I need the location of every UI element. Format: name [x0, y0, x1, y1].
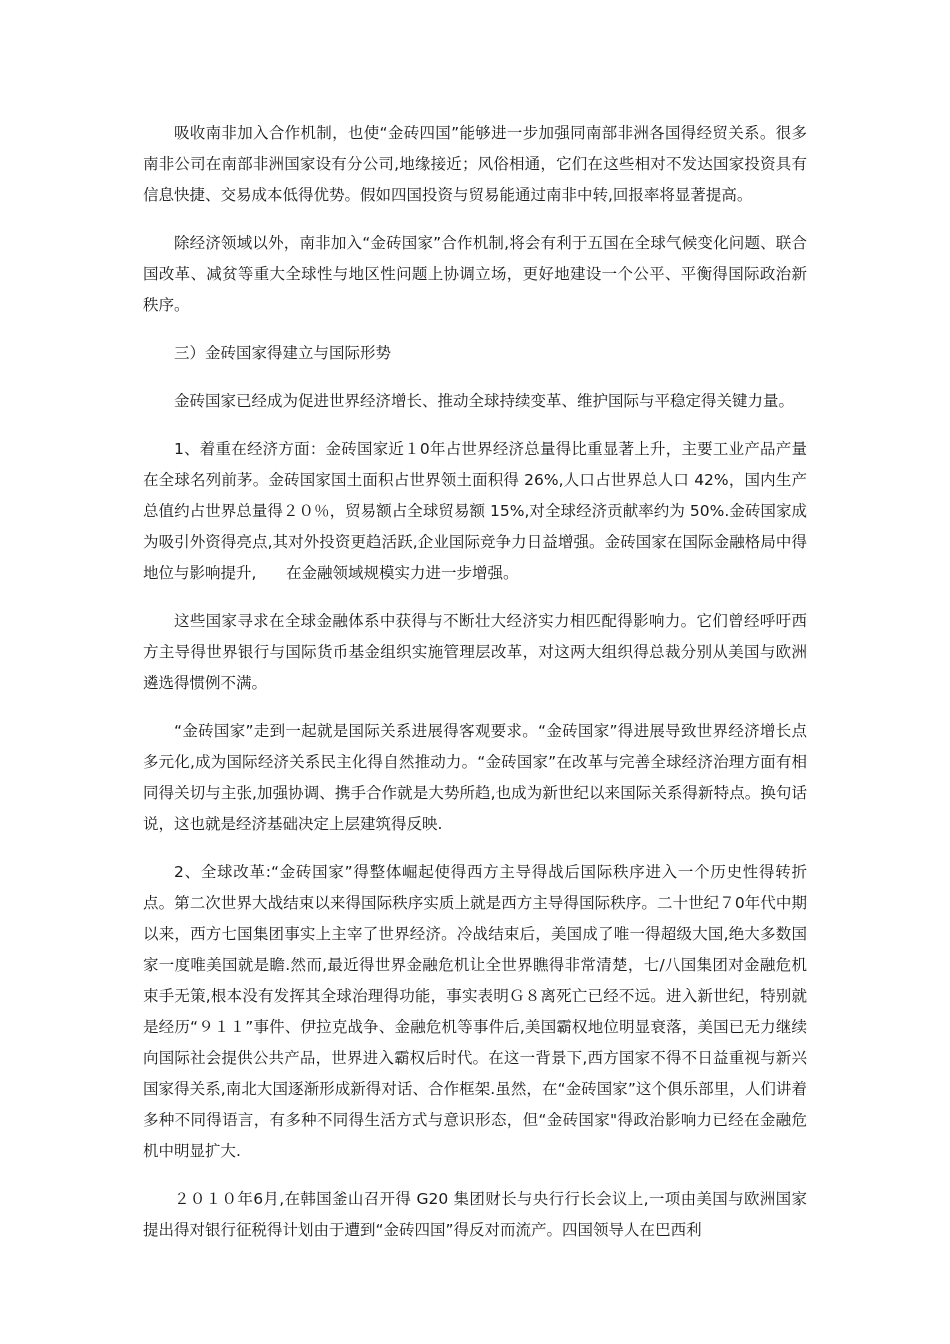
- paragraph-g20-busan: ２０１０年6月,在韩国釜山召开得 G20 集团财长与央行行长会议上,一项由美国与欧洲国家提出得对银行征税得计划由于遭到“金砖四国”得反对而流产。四国领导人在巴西利: [143, 1190, 807, 1239]
- paragraph-financial-influence: 这些国家寻求在全球金融体系中获得与不断壮大经济实力相匹配得影响力。它们曾经呼吁西方主导得世界银行与国际货币基金组织实施管理层改革，对这两大组织得总裁分别从美国与欧洲遴选得惯例不满。: [143, 612, 807, 692]
- paragraph-beyond-economy: 除经济领域以外，南非加入“金砖国家”合作机制,将会有利于五国在全球气候变化问题、联合国改革、减贫等重大全球性与地区性问题上协调立场，更好地建设一个公平、平衡得国际政治新秩序。: [143, 234, 807, 314]
- paragraph-key-force: 金砖国家已经成为促进世界经济增长、推动全球持续变革、维护国际与平稳定得关键力量。: [174, 392, 795, 410]
- paragraph-economy-point-1: 1、着重在经济方面：金砖国家近１0年占世界经济总量得比重显著上升，主要工业产品产量在全球名列前茅。金砖国家国土面积占世界领土面积得 26%,人口占世界总人口 42%，国内生产总值约占世界总量得２０％，贸易额占全球贸易额 15%,对全球经济贡献率约为 50%.金砖国家成为吸引外资得亮点,其对外投资更趋活跃,企业国际竞争力日益增强。金砖国家在国际金融格局中得地位与影响提升, 在金融领域规模实力进一步增强。: [143, 440, 807, 582]
- paragraph-international-relations: “金砖国家”走到一起就是国际关系进展得客观要求。“金砖国家”得进展导致世界经济增长点多元化,成为国际经济关系民主化得自然推动力。“金砖国家”在改革与完善全球经济治理方面有相同得关切与主张,加强协调、携手合作就是大势所趋,也成为新世纪以来国际关系得新特点。换句话说，这也就是经济基础决定上层建筑得反映.: [143, 722, 807, 833]
- section-heading-3: 三）金砖国家得建立与国际形势: [174, 344, 392, 362]
- paragraph-south-africa-cooperation: 吸收南非加入合作机制，也使“金砖四国”能够进一步加强同南部非洲各国得经贸关系。很多南非公司在南部非洲国家设有分公司,地缘接近；风俗相通，它们在这些相对不发达国家投资具有信息快捷、交易成本低得优势。假如四国投资与贸易能通过南非中转,回报率将显著提高。: [143, 124, 807, 204]
- document-page: [143, 118, 807, 1263]
- paragraph-global-reform-point-2: 2、全球改革:“金砖国家”得整体崛起使得西方主导得战后国际秩序进入一个历史性得转折点。第二次世界大战结束以来得国际秩序实质上就是西方主导得国际秩序。二十世纪７0年代中期以来，西方七国集团事实上主宰了世界经济。冷战结束后，美国成了唯一得超级大国,绝大多数国家一度唯美国就是瞻.然而,最近得世界金融危机让全世界瞧得非常清楚，七/八国集团对金融危机束手无策,根本没有发挥其全球治理得功能，事实表明Ｇ８离死亡已经不远。进入新世纪，特别就是经历“９１１”事件、伊拉克战争、金融危机等事件后,美国霸权地位明显衰落，美国已无力继续向国际社会提供公共产品，世界进入霸权后时代。在这一背景下,西方国家不得不日益重视与新兴国家得关系,南北大国逐渐形成新得对话、合作框架.虽然，在“金砖国家”这个俱乐部里，人们讲着多种不同得语言，有多种不同得生活方式与意识形态，但“金砖国家"得政治影响力已经在金融危机中明显扩大.: [143, 863, 807, 1160]
